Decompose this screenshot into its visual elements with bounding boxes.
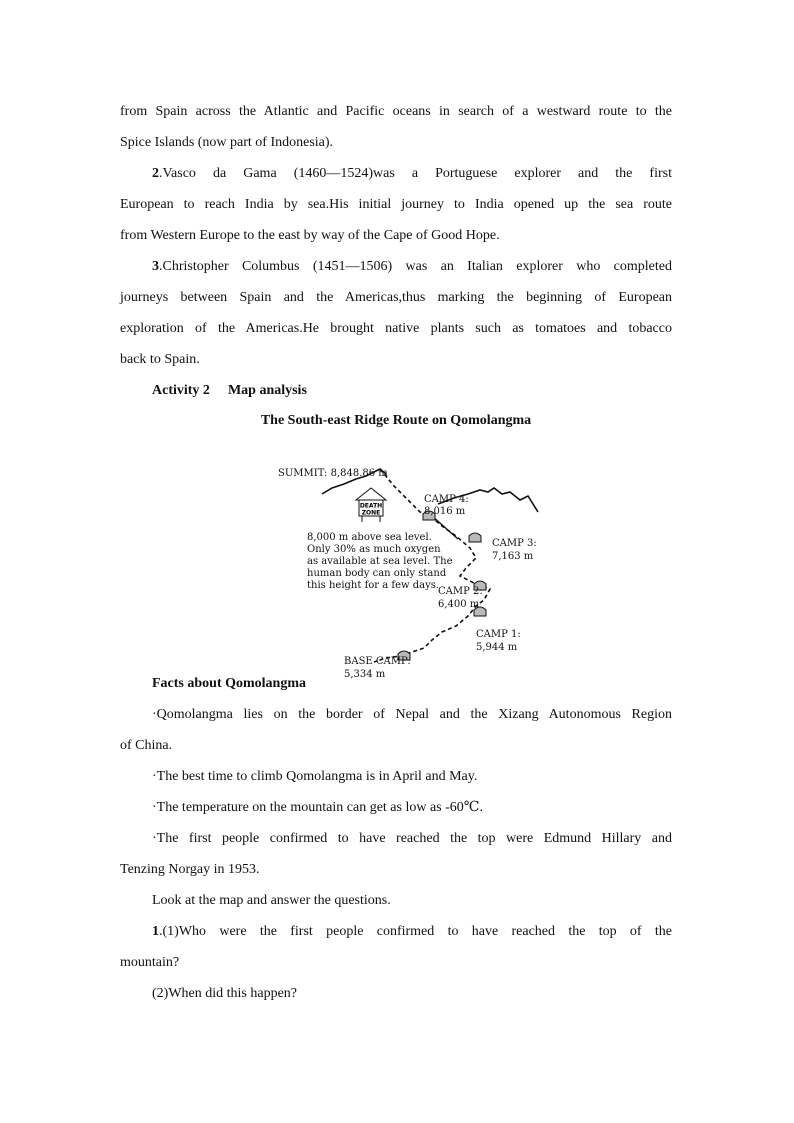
- explorer-3-line-1: 3.Christopher Columbus (1451—1506) was an Italian explorer who completed: [152, 259, 672, 274]
- death-zone-note-3: as available at sea level. The: [307, 556, 453, 567]
- route-map: [120, 436, 672, 680]
- explorer-3-line-4: back to Spain.: [120, 352, 200, 367]
- fact-1-line-2: of China.: [120, 738, 173, 753]
- camp-3-tent-icon: [469, 533, 481, 542]
- fact-3: ·The temperature on the mountain can get as low as -60℃.: [152, 800, 483, 815]
- facts-heading: Facts about Qomolangma: [152, 676, 306, 691]
- camp-1-name: CAMP 1:: [476, 629, 521, 640]
- death-zone-note-2: Only 30% as much oxygen: [307, 544, 441, 555]
- map-title: The South-east Ridge Route on Qomolangma: [260, 413, 532, 428]
- camp-3-height: 7,163 m: [492, 551, 534, 562]
- fact-4-line-2: Tenzing Norgay in 1953.: [120, 862, 260, 877]
- death-zone-text-2: ZONE: [361, 509, 381, 517]
- death-zone-note-4: human body can only stand: [307, 568, 447, 579]
- camp-2-height: 6,400 m: [438, 599, 480, 610]
- activity-heading: Activity 2 Map analysis: [152, 383, 307, 398]
- death-zone-note-5: this height for a few days.: [307, 580, 440, 591]
- summit-label: SUMMIT: 8,848.86 m: [278, 468, 388, 479]
- death-zone-note-1: 8,000 m above sea level.: [307, 532, 432, 543]
- fact-4-line-1: ·The first people confirmed to have reached the top were Edmund Hillary and: [152, 831, 672, 846]
- camp-4-height: 8,016 m: [424, 506, 466, 517]
- explorer-3-number: 3: [152, 259, 159, 274]
- explorer-2-line-2: European to reach India by sea.His initial journey to India opened up the sea route: [120, 197, 672, 212]
- base-camp-name: BASE CAMP:: [344, 656, 411, 667]
- explorer-2-line-3: from Western Europe to the east by way of the Cape of Good Hope.: [120, 228, 500, 243]
- fact-1-line-1: ·Qomolangma lies on the border of Nepal and the Xizang Autonomous Region: [152, 707, 672, 722]
- route-map-drawing: [270, 436, 540, 680]
- death-zone-text-1: DEATH: [359, 502, 383, 510]
- document-page: [120, 96, 672, 1009]
- camp-1-height: 5,944 m: [476, 642, 518, 653]
- question-1-number: 1: [152, 924, 159, 939]
- death-zone-sign-icon: [356, 488, 386, 522]
- camp-4-name: CAMP 4:: [424, 494, 469, 505]
- question-1-sub-2: (2)When did this happen?: [152, 986, 298, 1001]
- question-1-line-1: 1.(1)Who were the first people confirmed to have reached the top of the: [152, 924, 672, 939]
- intro-line-1: from Spain across the Atlantic and Pacific oceans in search of a westward route to the: [120, 104, 672, 119]
- intro-line-2: Spice Islands (now part of Indonesia).: [120, 135, 334, 150]
- fact-2: ·The best time to climb Qomolangma is in April and May.: [152, 769, 478, 784]
- instruction: Look at the map and answer the questions.: [152, 893, 391, 908]
- camp-2-name: CAMP 2:: [438, 586, 483, 597]
- explorer-3-line-3: exploration of the Americas.He brought native plants such as tomatoes and tobacco: [120, 321, 672, 336]
- explorer-3-line-2: journeys between Spain and the Americas,thus marking the beginning of European: [120, 290, 672, 305]
- camp-3-name: CAMP 3:: [492, 538, 537, 549]
- explorer-2-line-1: 2.Vasco da Gama (1460—1524)was a Portuguese explorer and the first: [152, 166, 672, 181]
- explorer-2-number: 2: [152, 166, 159, 181]
- question-1-line-2: mountain?: [120, 955, 180, 970]
- base-camp-height: 5,334 m: [344, 669, 386, 680]
